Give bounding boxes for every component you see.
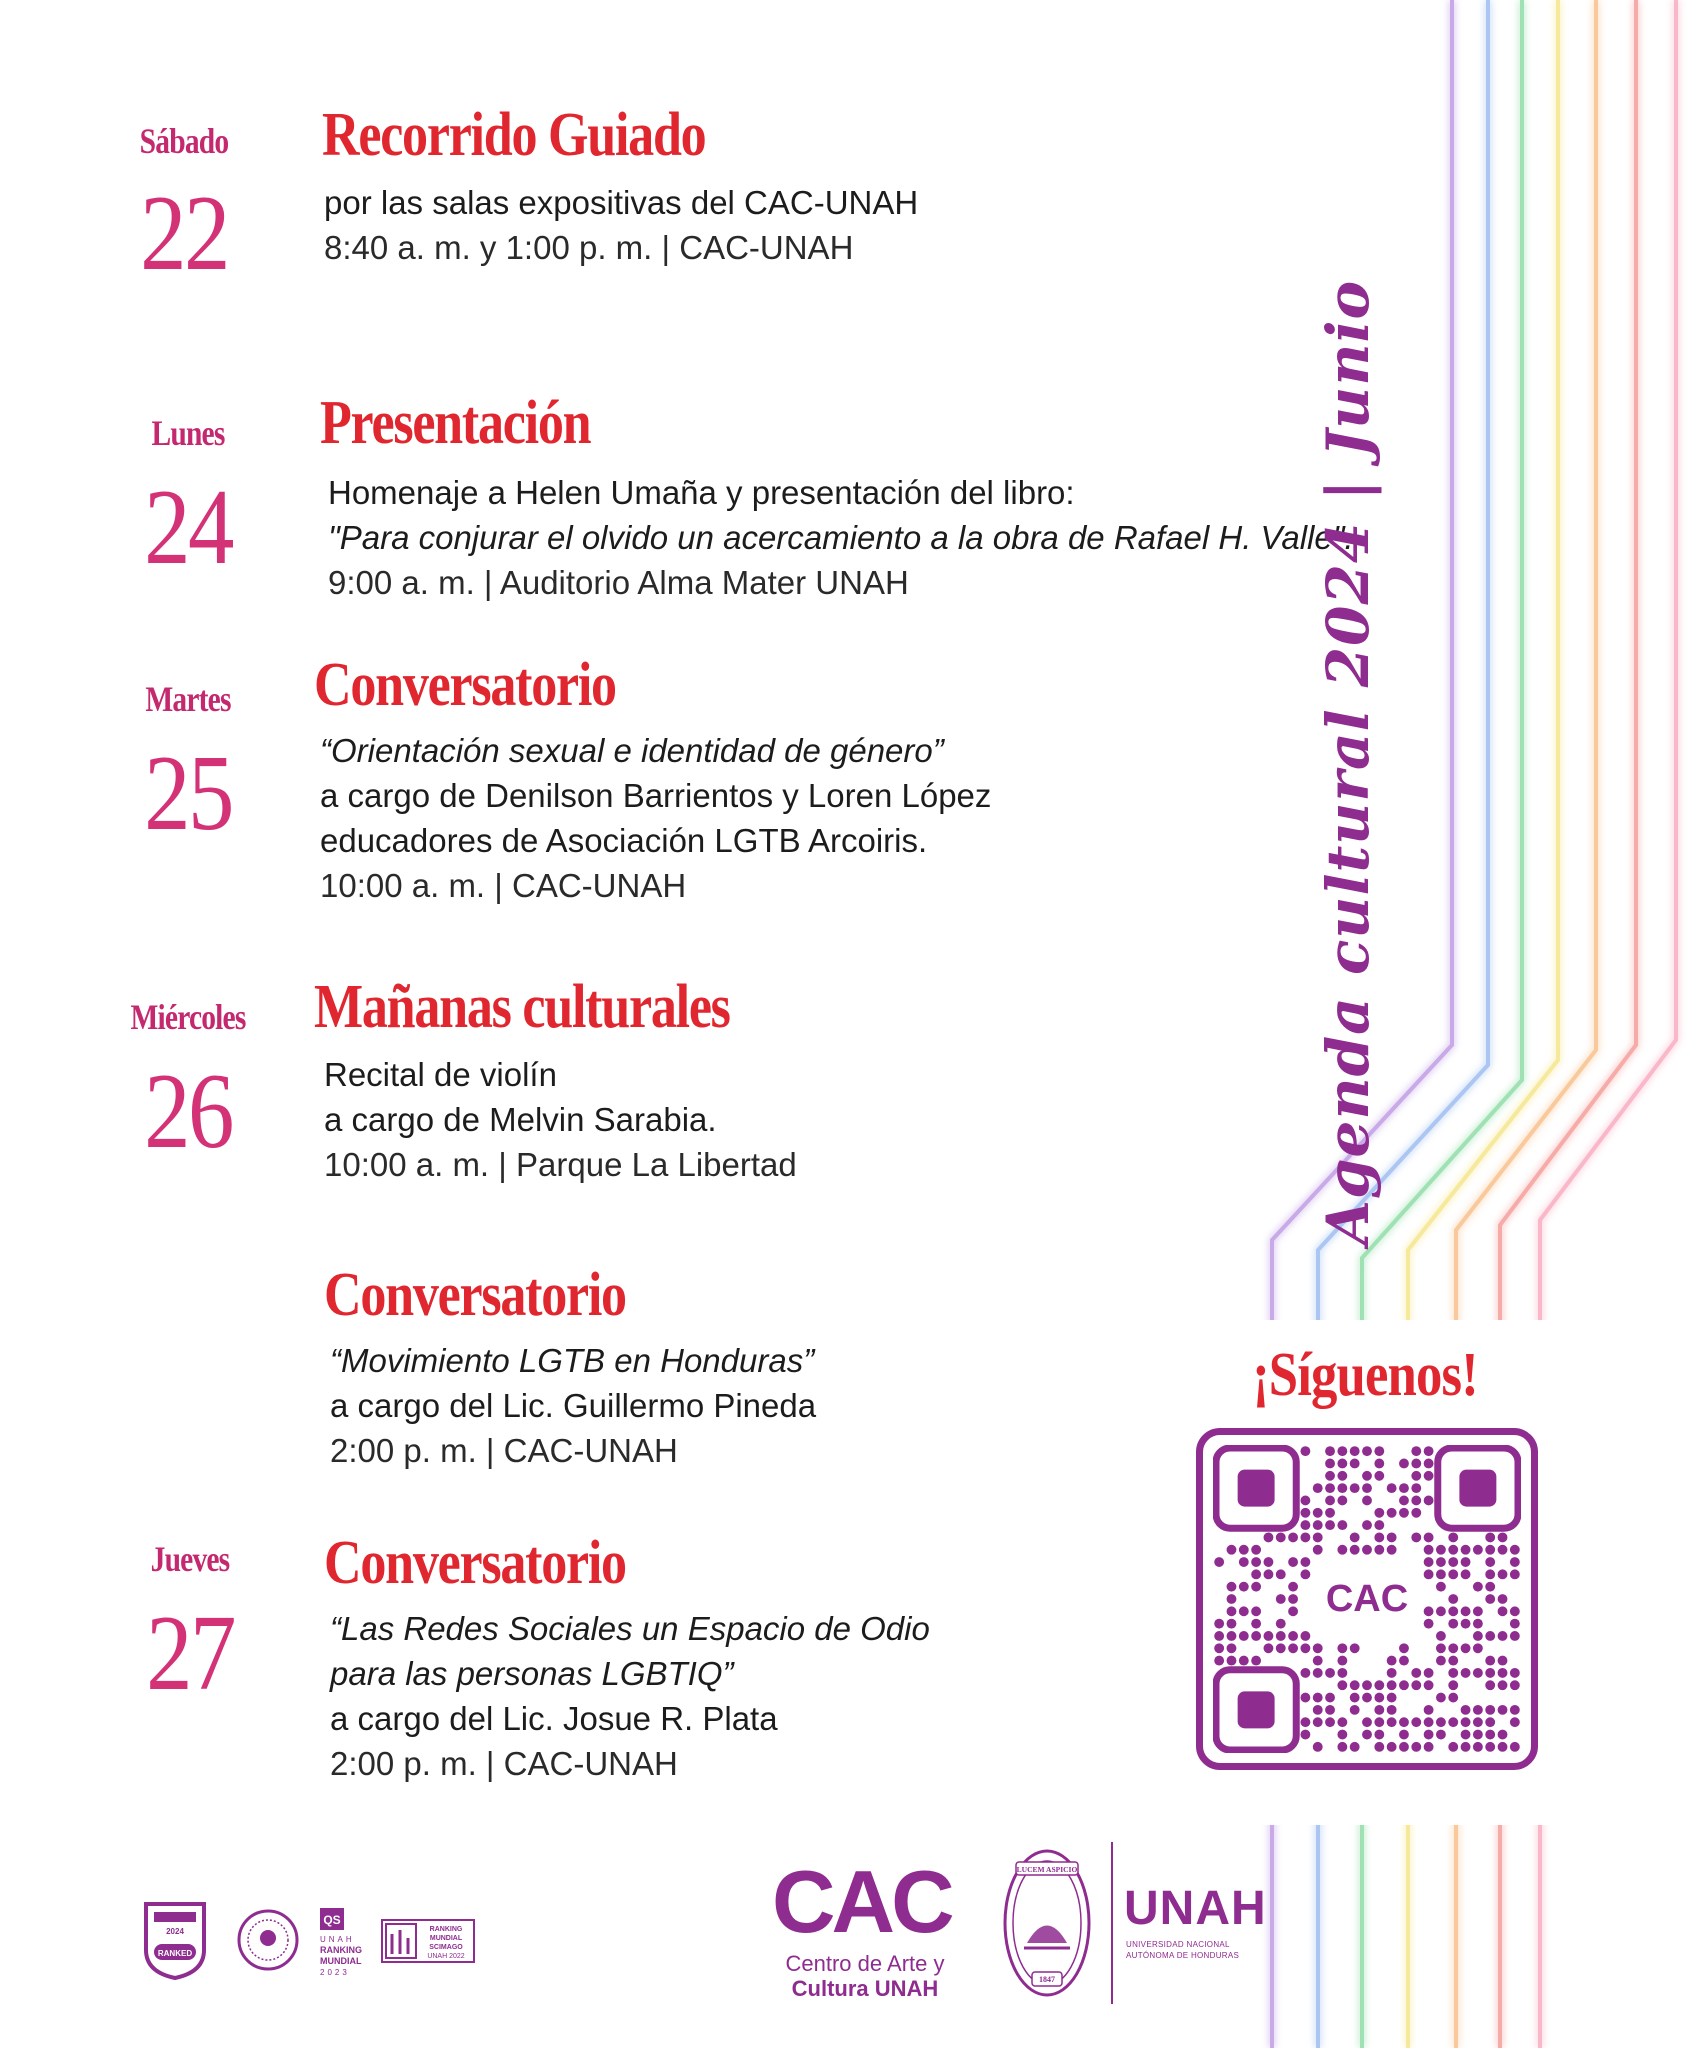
badge-line: SCIMAGO [429, 1944, 463, 1951]
event-line: educadores de Asociación LGTB Arcoiris. [320, 822, 928, 859]
event-title: Conversatorio [314, 651, 616, 719]
qr-code-icon [1213, 1445, 1521, 1753]
seal-year: 1847 [1039, 1975, 1055, 1984]
cac-logo-subtitle-bold: Cultura UNAH [791, 1976, 939, 2001]
day-number: 24 [144, 468, 232, 587]
event-title: Mañanas culturales [314, 973, 730, 1041]
event-title: Conversatorio [324, 1529, 626, 1597]
event-time-location: 10:00 a. m. | CAC-UNAH [320, 867, 687, 904]
seal-badge-icon [236, 1908, 300, 1972]
event-line: a cargo de Melvin Sarabia. [324, 1101, 717, 1138]
unah-logo-subtitle: UNIVERSIDAD NACIONAL [1126, 1940, 1230, 1949]
badge-line: UNAH [320, 1935, 355, 1944]
day-number: 22 [140, 174, 228, 293]
day-name: Miércoles [130, 997, 246, 1037]
event-line-topic: “Movimiento LGTB en Honduras” [330, 1342, 815, 1379]
event-details [324, 1052, 797, 1187]
badge-line: UNAH 2022 [427, 1953, 465, 1960]
day-name: Sábado [139, 121, 229, 161]
follow-title: ¡Síguenos! [1252, 1341, 1478, 1409]
cac-logo: CAC [772, 1852, 951, 1951]
badge-line: MUNDIAL [429, 1935, 463, 1942]
agenda-vertical-title: Agenda cultural 2024 | Junio [1314, 279, 1382, 1245]
event-line-topic: para las personas LGBTIQ” [330, 1655, 734, 1692]
event-time-location: 2:00 p. m. | CAC-UNAH [330, 1745, 678, 1782]
event-line-topic: “Las Redes Sociales un Espacio de Odio [330, 1610, 930, 1647]
day-number: 27 [146, 1594, 234, 1713]
day-name: Martes [145, 679, 231, 719]
badge-year: 2024 [166, 1927, 184, 1936]
event-line: a cargo del Lic. Josue R. Plata [330, 1700, 778, 1737]
day-number: 25 [144, 734, 232, 853]
qs-label: QS [323, 1913, 341, 1927]
event-line: a cargo de Denilson Barrientos y Loren López [320, 777, 992, 814]
event-time-location: 8:40 a. m. y 1:00 p. m. | CAC-UNAH [324, 229, 854, 266]
seal-motto: LUCEM ASPICIO [1016, 1865, 1078, 1874]
badge-line: 2023 [320, 1968, 350, 1977]
unah-seal-icon [1002, 1848, 1092, 1998]
event-line-topic: “Orientación sexual e identidad de género” [320, 732, 944, 769]
event-line: por las salas expositivas del CAC-UNAH [324, 184, 919, 221]
event-line: Homenaje a Helen Umaña y presentación del libro: [328, 474, 1075, 511]
event-details [320, 728, 991, 908]
event-time-location: 2:00 p. m. | CAC-UNAH [330, 1432, 678, 1469]
event-title: Presentación [320, 389, 591, 457]
badge-line: MUNDIAL [320, 1956, 362, 1966]
event-details [324, 180, 918, 270]
event-line: Recital de violín [324, 1056, 557, 1093]
unah-logo-subtitle: AUTÓNOMA DE HONDURAS [1126, 1951, 1240, 1960]
qr-code[interactable] [1196, 1428, 1538, 1770]
scimago-ranking-badge-icon [380, 1918, 476, 1964]
qr-center-logo: CAC [1325, 1578, 1409, 1620]
unah-logo: UNAH [1124, 1882, 1267, 1935]
badge-line: RANKING [429, 1926, 463, 1933]
event-line-book: "Para conjurar el olvido un acercamiento a la obra de Rafael H. Valle". [328, 519, 1354, 556]
day-number: 26 [144, 1052, 232, 1171]
event-details [330, 1338, 816, 1473]
badge-ranked: RANKED [157, 1949, 193, 1958]
event-time-location: 10:00 a. m. | Parque La Libertad [324, 1146, 797, 1183]
ranking-badge-shield-icon [140, 1900, 210, 1980]
badge-line: RANKING [320, 1945, 362, 1955]
event-title: Conversatorio [324, 1261, 626, 1329]
cac-logo-subtitle: Centro de Arte y [785, 1951, 945, 1976]
event-details [330, 1606, 930, 1786]
event-details [328, 470, 1354, 605]
event-title: Recorrido Guiado [322, 101, 706, 169]
event-time-location: 9:00 a. m. | Auditorio Alma Mater UNAH [328, 564, 909, 601]
day-name: Jueves [150, 1539, 230, 1579]
qs-ranking-badge-icon [318, 1906, 370, 1982]
day-name: Lunes [151, 413, 225, 453]
event-line: a cargo del Lic. Guillermo Pineda [330, 1387, 817, 1424]
footer-divider [1111, 1842, 1113, 2004]
